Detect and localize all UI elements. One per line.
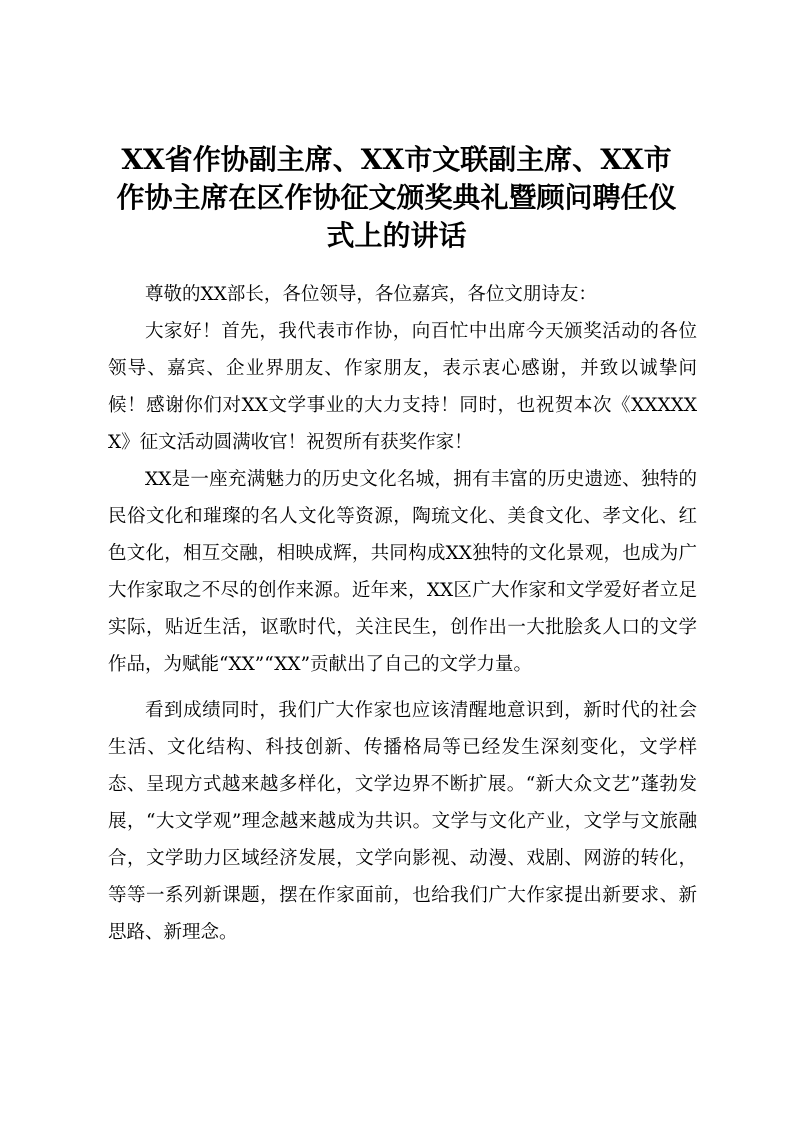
salutation: 尊敬的XX部长，各位领导，各位嘉宾，各位文朋诗友： — [145, 284, 597, 305]
title-line-3: 式上的讲话 — [326, 219, 467, 252]
title-line-1: XX省作协副主席、XX市文联副主席、XX市 — [121, 143, 672, 176]
paragraph-opening: 大家好！首先，我代表市作协，向百忙中出席今天颁奖活动的各位领导、嘉宾、企业界朋友、作家朋友，表示衷心感谢，并致以诚挚问候！感谢你们对XX文学事业的大力支持！同时，也祝贺本次《XXXXXX》征文活动圆满收官！祝贺所有获奖作家！ — [108, 321, 697, 453]
title-line-2: 作协主席在区作协征文颁奖典礼暨顾问聘任仪 — [116, 181, 677, 214]
paragraph-city-culture: XX是一座充满魅力的历史文化名城，拥有丰富的历史遗迹、独特的民俗文化和璀璨的名人文化等资源，陶琉文化、美食文化、孝文化、红色文化，相互交融，相映成辉，共同构成XX独特的文化景观，也成为广大作家取之不尽的创作来源。近年来，XX区广大作家和文学爱好者立足实际，贴近生活，讴歌时代，关注民生，创作出一大批脍炙人口的文学作品，为赋能“XX”“XX”贡献出了自己的文学力量。 — [108, 469, 697, 675]
paragraph-new-era: 看到成绩同时，我们广大作家也应该清醒地意识到，新时代的社会生活、文化结构、科技创新、传播格局等已经发生深刻变化，文学样态、呈现方式越来越多样化，文学边界不断扩展。“新大众文艺”蓬勃发展，“大文学观”理念越来越成为共识。文学与文化产业，文学与文旅融合，文学助力区域经济发展，文学向影视、动漫、戏剧、网游的转化，等等一系列新课题，摆在作家面前，也给我们广大作家提出新要求、新思路、新理念。 — [108, 700, 697, 943]
document-title — [100, 141, 693, 255]
document-body — [108, 276, 697, 951]
